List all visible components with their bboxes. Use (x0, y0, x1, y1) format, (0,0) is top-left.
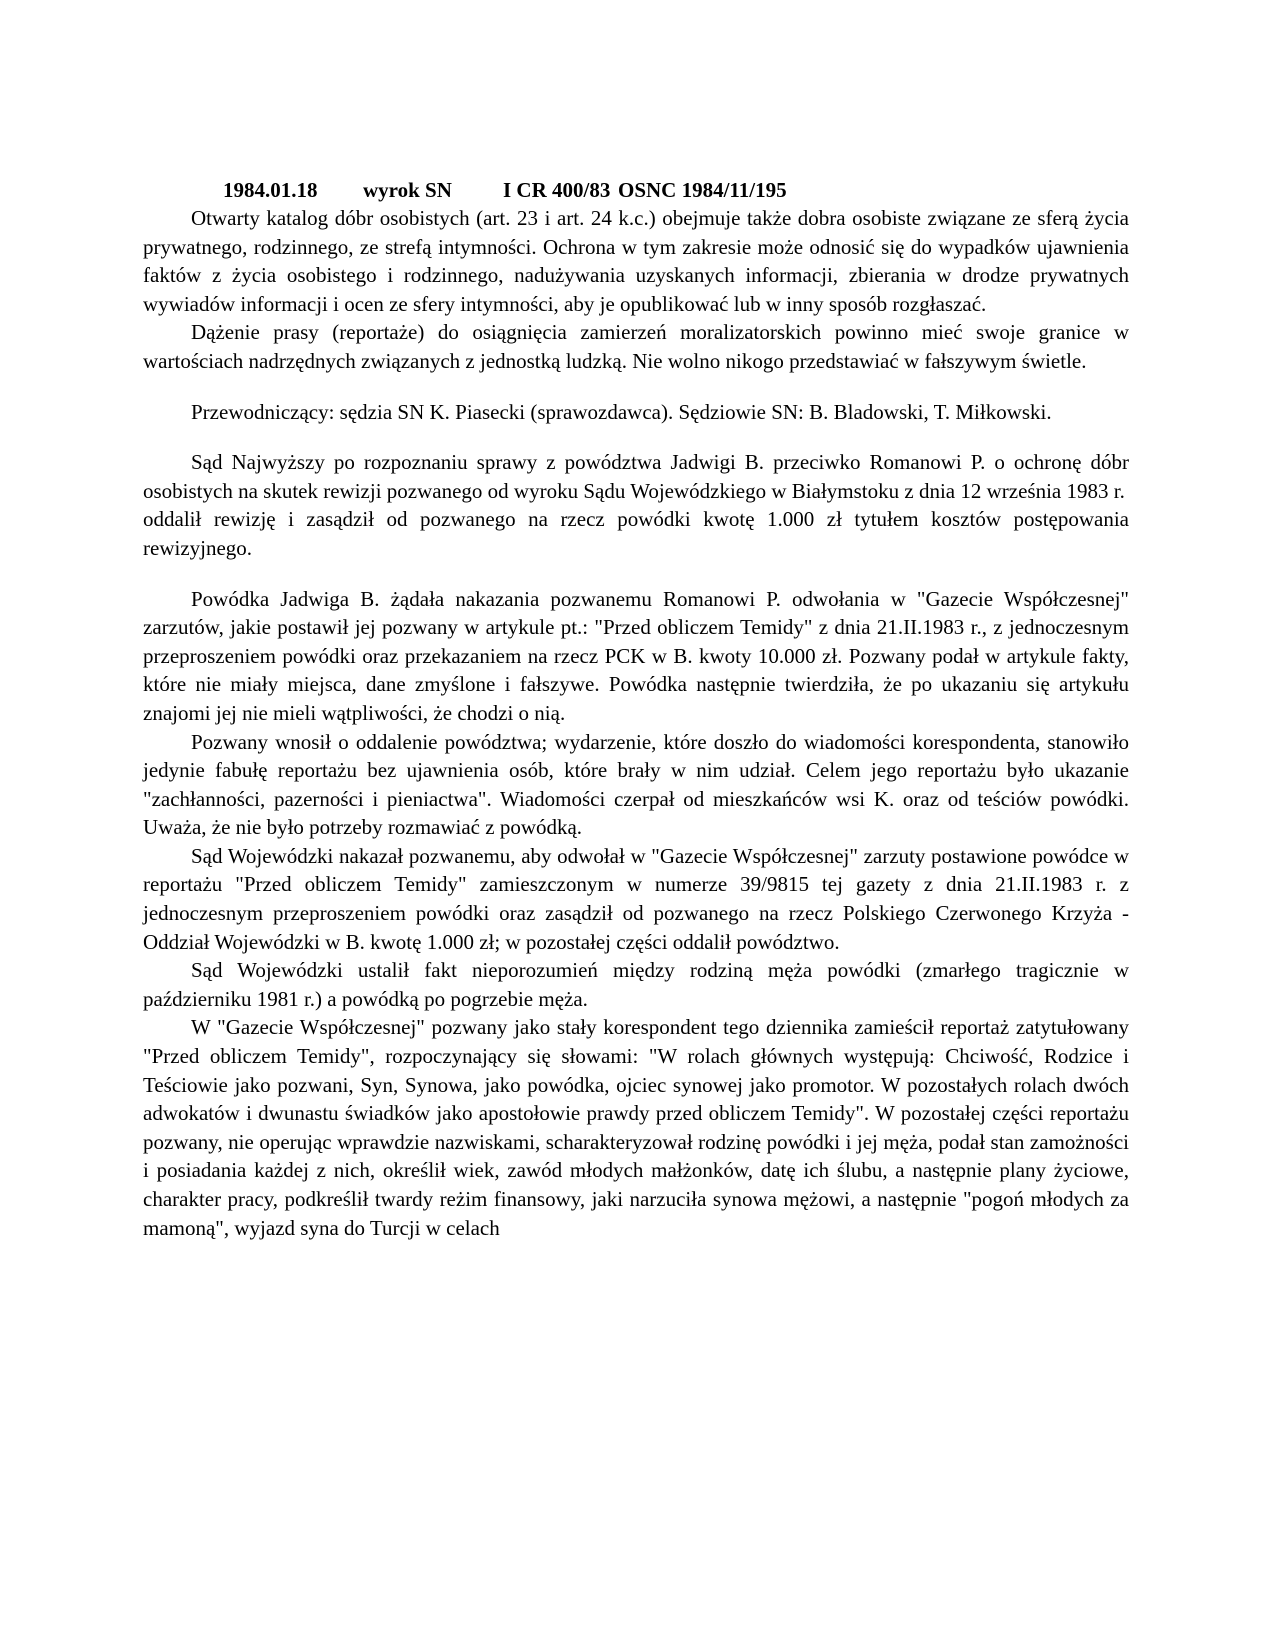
justification-paragraph: W "Gazecie Współczesnej" pozwany jako stały korespondent tego dziennika zamieścił reportaż zatytułowany "Przed obliczem Temidy", rozpoczynający się słowami: "W rolach głównych występują: Chciwość, Rodzice i Teściowie jako pozwani, Syn, Synowa, jako powódka, ojciec synowej jako promotor. W pozostałych rolach dwóch adwokatów i dwunastu świadków jako apostołowie prawdy przed obliczem Temidy". W pozostałej części reportażu pozwany, nie operując wprawdzie nazwiskami, scharakteryzował rodzinę powódki i jej męża, podał stan zamożności i posiadania każdej z nich, określił wiek, zawód młodych małżonków, datę ich ślubu, a następnie plany życiowe, charakter pracy, podkreślił twardy reżim finansowy, jaki narzuciła synowa mężowi, a następnie "pogoń młodych za mamoną", wyjazd syna do Turcji w celach (143, 1015, 1129, 1240)
judgment-kind: wyrok SN (363, 178, 452, 202)
judgment-date: 1984.01.18 (223, 178, 318, 202)
spacer (143, 563, 1129, 585)
thesis-paragraph: Dążenie prasy (reportaże) do osiągnięcia zamierzeń moralizatorskich powinno mieć swoje granice w wartościach nadrzędnych związanych z jednostką ludzką. Nie wolno nikogo przedstawiać w fałszywym świetle. (143, 320, 1129, 373)
case-header (223, 176, 1129, 204)
justification-paragraph: Sąd Wojewódzki nakazał pozwanemu, aby odwołał w "Gazecie Współczesnej" zarzuty postawione powódce w reportażu "Przed obliczem Temidy" zamieszczonym w numerze 39/9815 tej gazety z dnia 21.II.1983 r. z jednoczesnym przeproszeniem powódki oraz zasądził od pozwanego na rzecz Polskiego Czerwonego Krzyża - Oddział Wojewódzki w B. kwotę 1.000 zł; w pozostałej części oddalił powództwo. (143, 843, 1129, 954)
thesis-paragraph: Otwarty katalog dóbr osobistych (art. 23 i art. 24 k.c.) obejmuje także dobra osobiste związane ze sferą życia prywatnego, rodzinnego, ze strefą intymności. Ochrona w tym zakresie może odnosić się do wypadków ujawnienia faktów z życia osobistego i rodzinnego, nadużywania uzyskanych informacji, zbierania w drodze prywatnych wywiadów informacji i ocen ze sfery intymności, aby je opublikować lub w inny sposób rozgłaszać. (143, 206, 1129, 316)
publication-reference: OSNC 1984/11/195 (618, 178, 787, 202)
court-composition: Przewodniczący: sędzia SN K. Piasecki (sprawozdawca). Sędziowie SN: B. Bladowski, T. Miłkowski. (191, 399, 1052, 424)
sentence-ruling: oddalił rewizję i zasądził od pozwanego na rzecz powódki kwotę 1.000 zł tytułem kosztów postępowania rewizyjnego. (143, 507, 1129, 560)
case-signature: I CR 400/83 (503, 178, 611, 202)
spacer (143, 376, 1129, 398)
sentence-intro: Sąd Najwyższy po rozpoznaniu sprawy z powództwa Jadwigi B. przeciwko Romanowi P. o ochronę dóbr osobistych na skutek rewizji pozwanego od wyroku Sądu Wojewódzkiego w Białymstoku z dnia 12 września 1983 r. (143, 450, 1129, 503)
justification-paragraph: Pozwany wnosił o oddalenie powództwa; wydarzenie, które doszło do wiadomości korespondenta, stanowiło jedynie fabułę reportażu bez ujawnienia osób, które brały w nim udział. Celem jego reportażu było ukazanie "zachłanności, pazerności i pieniactwa". Wiadomości czerpał od mieszkańców wsi K. oraz od teściów powódki. Uważa, że nie było potrzeby rozmawiać z powódką. (143, 729, 1129, 840)
document-body (143, 176, 1129, 1242)
justification-paragraph: Powódka Jadwiga B. żądała nakazania pozwanemu Romanowi P. odwołania w "Gazecie Współczesnej" zarzutów, jakie postawił jej pozwany w artykule pt.: "Przed obliczem Temidy" z dnia 21.II.1983 r., z jednoczesnym przeproszeniem powódki oraz przekazaniem na rzecz PCK w B. kwoty 10.000 zł. Pozwany podał w artykule fakty, które nie miały miejsca, dane zmyślone i fałszywe. Powódka następnie twierdziła, że po ukazaniu się artykułu znajomi jej nie mieli wątpliwości, że chodzi o nią. (143, 586, 1129, 725)
spacer (143, 426, 1129, 448)
justification-paragraph: Sąd Wojewódzki ustalił fakt nieporozumień między rodziną męża powódki (zmarłego tragicznie w październiku 1981 r.) a powódką po pogrzebie męża. (143, 958, 1129, 1011)
